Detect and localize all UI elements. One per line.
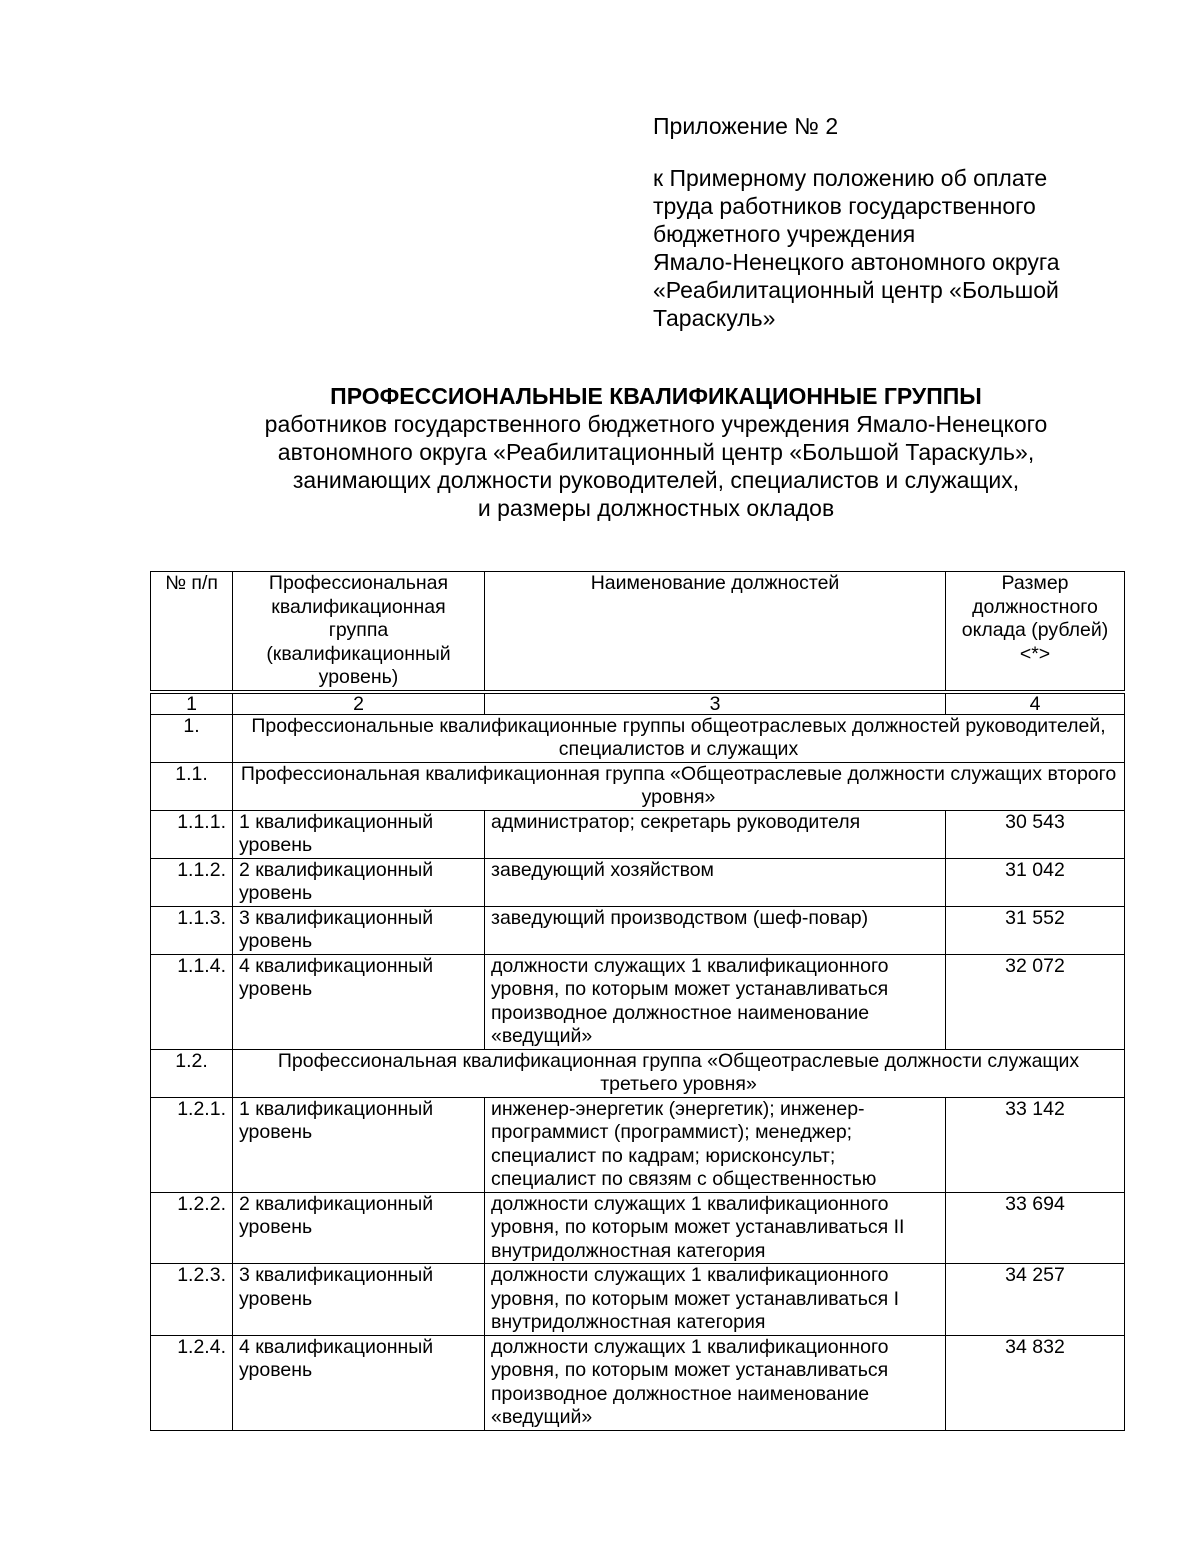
row-num: 1.2.4. — [151, 1335, 233, 1430]
column-number: 1 — [151, 693, 233, 714]
row-num: 1.1.3. — [151, 906, 233, 954]
row-salary: 34 832 — [946, 1335, 1125, 1430]
appendix-number: Приложение № 2 — [653, 113, 839, 139]
row-num: 1.2.3. — [151, 1264, 233, 1336]
row-positions: должности служащих 1 квалификационного уровня, по которым может устанавливаться I внутридолжностная категория — [485, 1264, 946, 1336]
row-num: 1.1.2. — [151, 858, 233, 906]
table-row — [151, 906, 1125, 954]
table-row — [151, 810, 1125, 858]
section-row — [151, 714, 1125, 762]
row-level: 4 квалификационный уровень — [233, 954, 485, 1049]
table-row — [151, 1097, 1125, 1192]
row-positions: должности служащих 1 квалификационного уровня, по которым может устанавливаться производное должностное наименование «ведущий» — [485, 1335, 946, 1430]
group-num: 1.2. — [151, 1049, 233, 1097]
group-row — [151, 762, 1125, 810]
row-level: 3 квалификационный уровень — [233, 1264, 485, 1336]
group-row — [151, 1049, 1125, 1097]
row-salary: 34 257 — [946, 1264, 1125, 1336]
row-num: 1.1.4. — [151, 954, 233, 1049]
table-row — [151, 1264, 1125, 1336]
row-positions: заведующий производством (шеф-повар) — [485, 906, 946, 954]
table-row — [151, 1335, 1125, 1430]
table-row — [151, 954, 1125, 1049]
row-salary: 31 042 — [946, 858, 1125, 906]
row-level: 2 квалификационный уровень — [233, 1192, 485, 1264]
column-number: 2 — [233, 693, 485, 714]
table-row — [151, 858, 1125, 906]
row-salary: 30 543 — [946, 810, 1125, 858]
row-num: 1.1.1. — [151, 810, 233, 858]
row-level: 4 квалификационный уровень — [233, 1335, 485, 1430]
row-salary: 31 552 — [946, 906, 1125, 954]
document-title: ПРОФЕССИОНАЛЬНЫЕ КВАЛИФИКАЦИОННЫЕ ГРУППЫ — [330, 383, 982, 409]
column-number: 3 — [485, 693, 946, 714]
appendix-line: Ямало-Ненецкого автономного округа — [653, 249, 1060, 275]
appendix-block — [653, 112, 1153, 332]
group-title: Профессиональная квалификационная группа «Общеотраслевые должности служащих третьего уровня» — [233, 1049, 1125, 1097]
heading-line: автономного округа «Реабилитационный центр «Большой Тараскуль», — [277, 439, 1035, 465]
row-positions: должности служащих 1 квалификационного уровня, по которым может устанавливаться II внутридолжностная категория — [485, 1192, 946, 1264]
row-positions: должности служащих 1 квалификационного уровня, по которым может устанавливаться производное должностное наименование «ведущий» — [485, 954, 946, 1049]
appendix-line: к Примерному положению об оплате — [653, 165, 1048, 191]
row-positions: заведующий хозяйством — [485, 858, 946, 906]
header-salary: Размер должностного оклада (рублей) <*> — [946, 572, 1125, 691]
row-salary: 33 694 — [946, 1192, 1125, 1264]
heading-line: занимающих должности руководителей, специалистов и служащих, — [292, 467, 1020, 493]
header-positions: Наименование должностей — [485, 572, 946, 691]
row-level: 2 квалификационный уровень — [233, 858, 485, 906]
appendix-line: труда работников государственного — [653, 193, 1036, 219]
row-level: 1 квалификационный уровень — [233, 810, 485, 858]
row-positions: администратор; секретарь руководителя — [485, 810, 946, 858]
section-num: 1. — [151, 714, 233, 762]
row-positions: инженер-энергетик (энергетик); инженер-программист (программист); менеджер; специалист по кадрам; юрисконсульт; специалист по связям с общественностью — [485, 1097, 946, 1192]
appendix-line: Тараскуль» — [653, 305, 776, 331]
header-group: Профессиональная квалификационная группа (квалификационный уровень) — [233, 572, 485, 691]
row-salary: 32 072 — [946, 954, 1125, 1049]
group-num: 1.1. — [151, 762, 233, 810]
column-number: 4 — [946, 693, 1125, 714]
document-heading — [150, 382, 1162, 522]
row-num: 1.2.2. — [151, 1192, 233, 1264]
row-num: 1.2.1. — [151, 1097, 233, 1192]
row-level: 1 квалификационный уровень — [233, 1097, 485, 1192]
column-numbers-row — [151, 693, 1125, 714]
row-level: 3 квалификационный уровень — [233, 906, 485, 954]
group-title: Профессиональная квалификационная группа «Общеотраслевые должности служащих второго уровня» — [233, 762, 1125, 810]
section-title: Профессиональные квалификационные группы общеотраслевых должностей руководителей, специалистов и служащих — [233, 714, 1125, 762]
table-row — [151, 1192, 1125, 1264]
appendix-line: «Реабилитационный центр «Большой — [653, 277, 1059, 303]
appendix-line: бюджетного учреждения — [653, 221, 916, 247]
row-salary: 33 142 — [946, 1097, 1125, 1192]
header-num: № п/п — [151, 572, 233, 691]
heading-line: и размеры должностных окладов — [477, 495, 835, 521]
heading-line: работников государственного бюджетного учреждения Ямало-Ненецкого — [264, 411, 1048, 437]
table-header-row — [151, 572, 1125, 691]
qualification-groups-table — [150, 571, 1125, 1431]
